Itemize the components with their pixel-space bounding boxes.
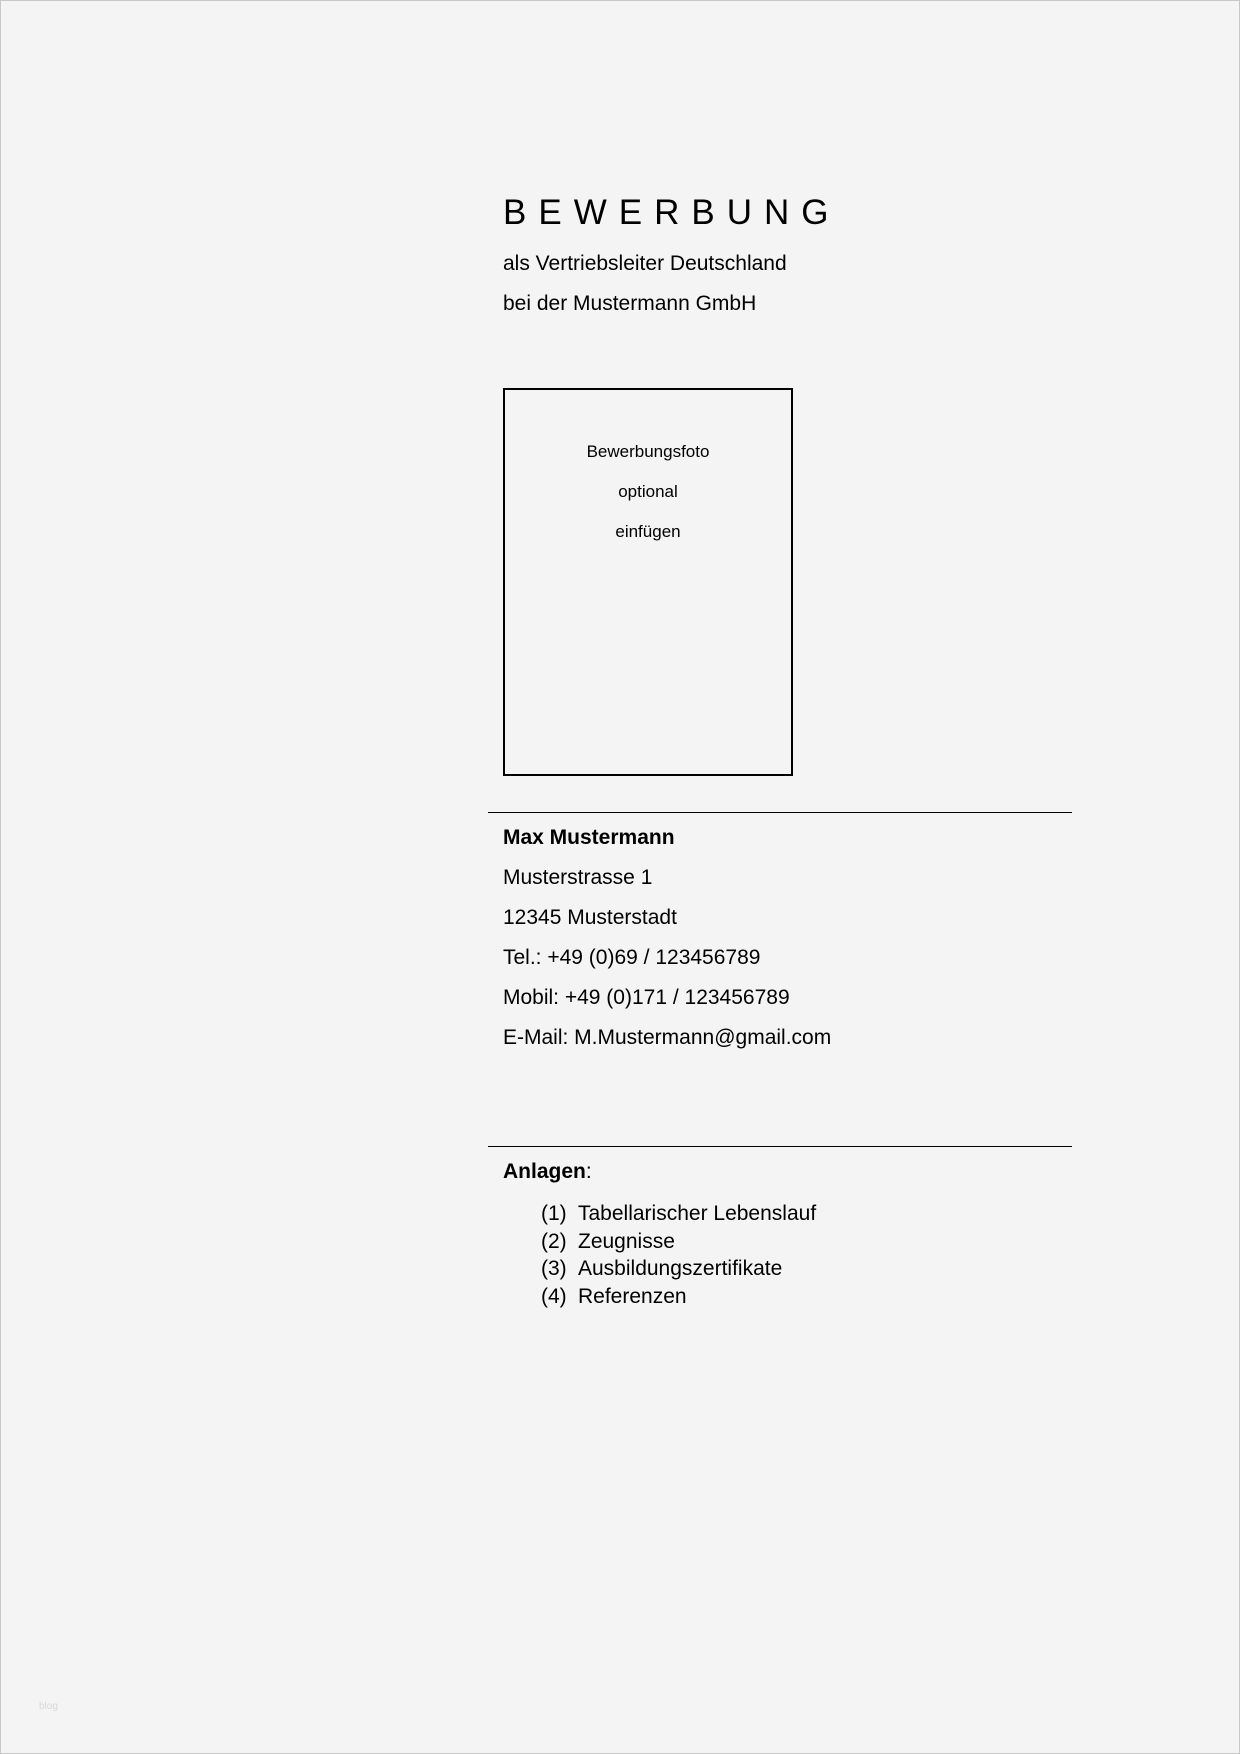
position-subtitle: als Vertriebsleiter Deutschland [503,252,787,275]
list-item-label: Tabellarischer Lebenslauf [578,1202,817,1225]
list-item [541,1283,816,1311]
contact-mobile: Mobil: +49 (0)171 / 123456789 [503,986,790,1009]
list-item-number: (3) [541,1257,567,1280]
list-item-label: Referenzen [578,1284,687,1308]
list-item-number: (4) [541,1284,567,1308]
list-item [541,1200,816,1228]
photo-placeholder-line: Bewerbungsfoto [586,442,710,461]
photo-placeholder-line: einfügen [615,522,681,541]
contact-street: Musterstrasse 1 [503,866,653,889]
attachments-heading-label: Anlagen [503,1160,586,1183]
divider-contact [488,812,1072,813]
divider-attachments [488,1146,1072,1147]
list-item-label: Ausbildungszertifikate [578,1257,783,1280]
contact-city: 12345 Musterstadt [503,906,677,929]
contact-name: Max Mustermann [503,826,675,849]
attachments-list [541,1200,816,1310]
company-subtitle: bei der Mustermann GmbH [503,292,757,315]
list-item [541,1255,816,1283]
list-item-number: (2) [541,1229,567,1253]
document-title: BEWERBUNG [503,193,841,232]
attachments-heading [503,1159,592,1185]
list-item-label: Zeugnisse [578,1229,675,1253]
attachments-heading-colon: : [585,1160,592,1183]
list-item-number: (1) [541,1202,567,1225]
photo-placeholder-box [503,388,793,776]
contact-email: E-Mail: M.Mustermann@gmail.com [503,1026,832,1049]
photo-placeholder-line: optional [618,482,678,501]
list-item [541,1228,816,1256]
watermark: blog [39,1701,58,1712]
contact-phone: Tel.: +49 (0)69 / 123456789 [503,946,761,969]
